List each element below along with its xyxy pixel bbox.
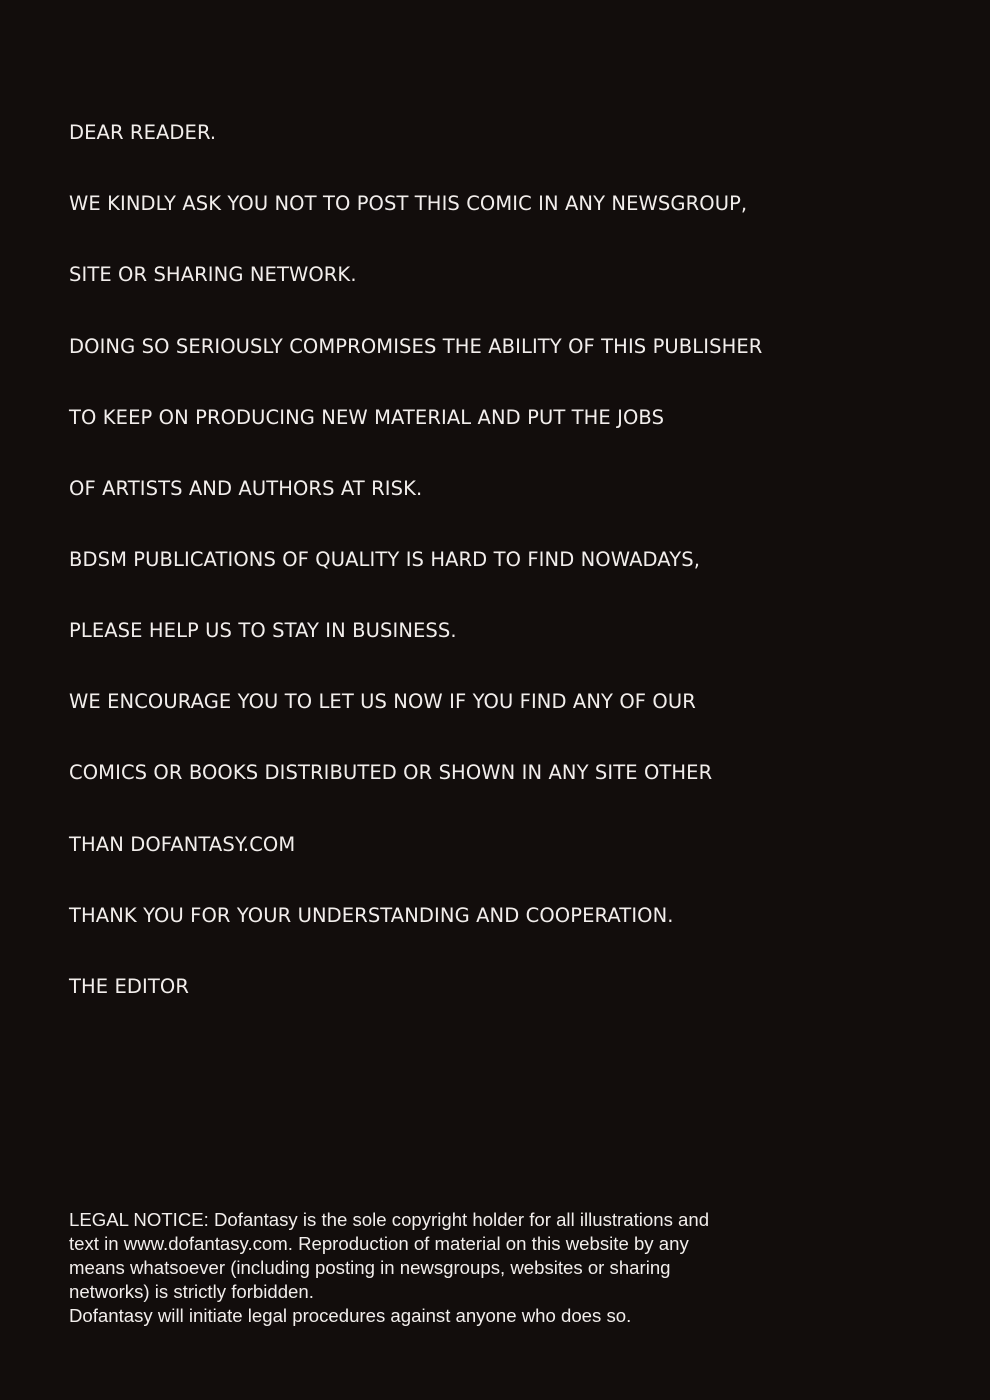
legal-notice-line: Dofantasy will initiate legal procedures against anyone who does so.: [69, 1305, 632, 1326]
letter-signature: THE EDITOR: [69, 975, 189, 998]
legal-notice: [69, 1208, 929, 1328]
legal-notice-line: LEGAL NOTICE: Dofantasy is the sole copyright holder for all illustrations and: [69, 1209, 710, 1230]
letter-line: DOING SO SERIOUSLY COMPROMISES THE ABILITY OF THIS PUBLISHER: [69, 335, 763, 358]
legal-notice-line: text in www.dofantasy.com. Reproduction of material on this website by any: [69, 1233, 689, 1254]
letter-line: COMICS OR BOOKS DISTRIBUTED OR SHOWN IN ANY SITE OTHER: [69, 761, 713, 784]
legal-notice-line: networks) is strictly forbidden.: [69, 1281, 314, 1302]
letter-line: DEAR READER.: [69, 121, 217, 144]
letter-line: OF ARTISTS AND AUTHORS AT RISK.: [69, 477, 423, 500]
letter-line: WE KINDLY ASK YOU NOT TO POST THIS COMIC IN ANY NEWSGROUP,: [69, 192, 748, 215]
letter-line: BDSM PUBLICATIONS OF QUALITY IS HARD TO FIND NOWADAYS,: [69, 548, 700, 571]
letter-line: THANK YOU FOR YOUR UNDERSTANDING AND COOPERATION.: [69, 904, 674, 927]
letter-line: TO KEEP ON PRODUCING NEW MATERIAL AND PUT THE JOBS: [69, 406, 665, 429]
letter-line: PLEASE HELP US TO STAY IN BUSINESS.: [69, 619, 457, 642]
legal-notice-line: means whatsoever (including posting in newsgroups, websites or sharing: [69, 1257, 671, 1278]
letter-line: WE ENCOURAGE YOU TO LET US NOW IF YOU FIND ANY OF OUR: [69, 690, 696, 713]
letter-line: THAN DOFANTASY.COM: [69, 833, 296, 856]
letter-line: SITE OR SHARING NETWORK.: [69, 263, 357, 286]
